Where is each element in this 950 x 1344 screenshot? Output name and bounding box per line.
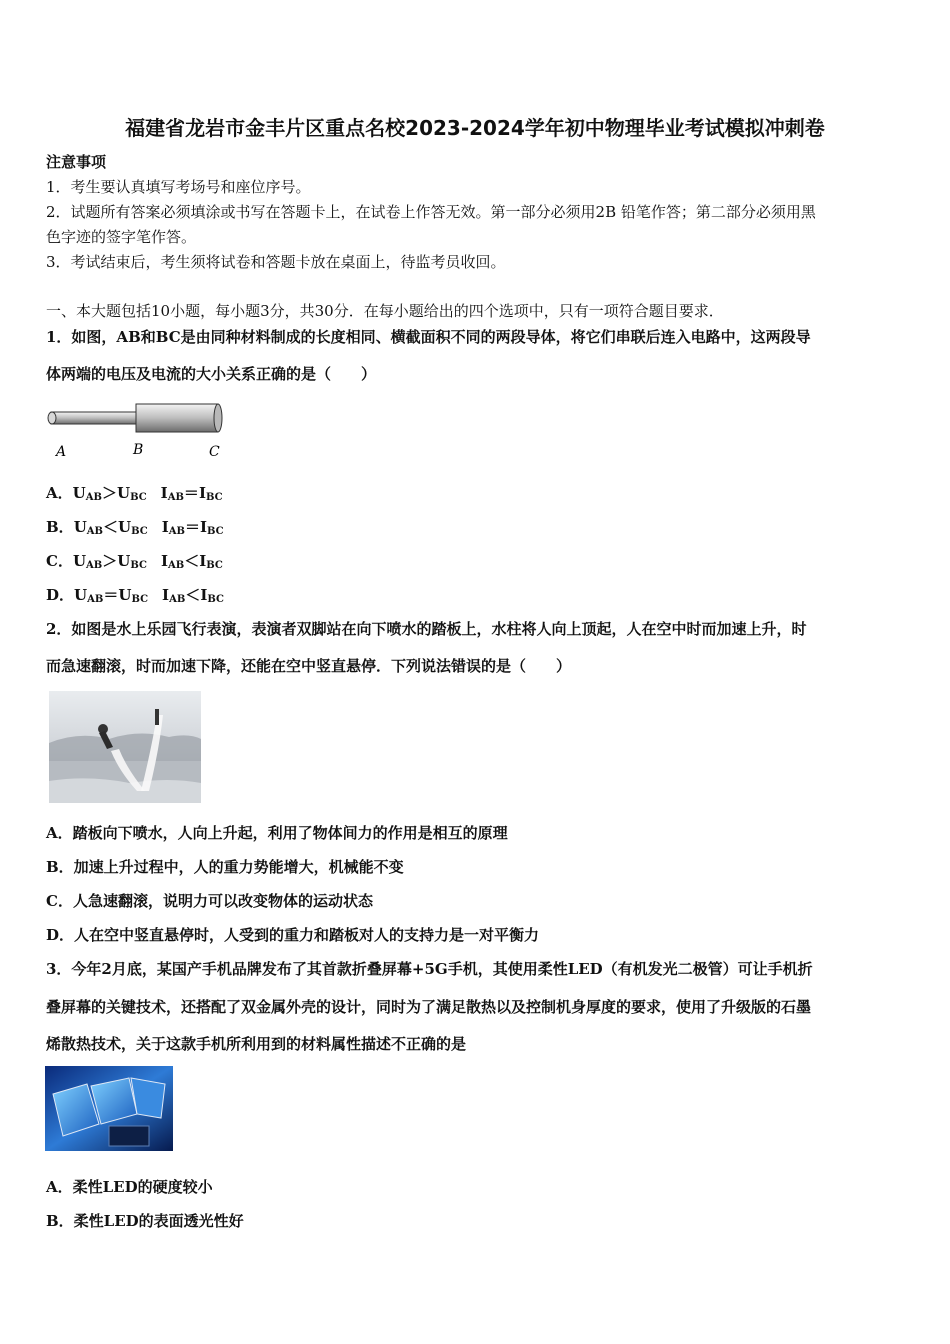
thin-conductor <box>51 412 141 424</box>
q2-stem-line: 而急速翻滚，时而加速下降，还能在空中竖直悬停．下列说法错误的是（ ） <box>46 657 572 675</box>
q1-option-c: C．$U_{AB}>U_{BC}$ $I_{AB}<I_{BC}$ <box>46 552 223 571</box>
notice-item: 色字迹的签字笔作答。 <box>46 228 197 246</box>
label-b: B <box>133 442 144 458</box>
notice-item: 3．考试结束后，考生须将试卷和答题卡放在桌面上，待监考员收回。 <box>46 253 506 271</box>
q2-option-d: D．人在空中竖直悬停时，人受到的重力和踏板对人的支持力是一对平衡力 <box>46 926 540 944</box>
q2-option-b: B．加速上升过程中，人的重力势能增大，机械能不变 <box>46 858 404 876</box>
q1-stem-line: 1．如图，AB和BC是由同种材料制成的长度相同、横截面积不同的两段导体，将它们串联后连入电路中，这两段导 <box>46 328 811 346</box>
thin-conductor-end <box>48 412 56 424</box>
q2-flyboard-photo <box>49 691 201 803</box>
label-c: C <box>209 444 220 460</box>
q3-stem-line: 烯散热技术，关于这款手机所利用到的材料属性描述不正确的是 <box>46 1035 467 1053</box>
q1-stem-line: 体两端的电压及电流的大小关系正确的是（ ） <box>46 365 377 383</box>
q2-stem-line: 2．如图是水上乐园飞行表演，表演者双脚站在向下喷水的踏板上，水柱将人向上顶起，人在空中时而加速上升，时 <box>46 620 807 638</box>
q2-option-a: A．踏板向下喷水，人向上升起，利用了物体间力的作用是相互的原理 <box>46 824 508 842</box>
notice-heading: 注意事项 <box>46 153 107 171</box>
q3-option-b: B．柔性LED的表面透光性好 <box>46 1212 244 1230</box>
q1-option-b: B．$U_{AB}<U_{BC}$ $I_{AB}=I_{BC}$ <box>46 518 224 537</box>
thick-conductor-end <box>214 404 222 432</box>
q3-stem-line: 叠屏幕的关键技术，还搭配了双金属外壳的设计，同时为了满足散热以及控制机身厚度的要求，使用了升级版的石墨 <box>46 998 812 1016</box>
q1-option-a: A．$U_{AB}>U_{BC}$ $I_{AB}=I_{BC}$ <box>46 484 223 503</box>
q3-stem-line: 3．今年2月底，某国产手机品牌发布了其首款折叠屏幕+5G手机，其使用柔性LED（有机发光二极管）可让手机折 <box>46 960 813 978</box>
q1-option-d: D．$U_{AB}=U_{BC}$ $I_{AB}<I_{BC}$ <box>46 586 224 605</box>
notice-item: 2．试题所有答案必须填涂或书写在答题卡上，在试卷上作答无效。第一部分必须用2B 铅笔作答；第二部分必须用黑 <box>46 203 816 221</box>
thick-conductor <box>136 404 218 432</box>
q3-option-a: A．柔性LED的硬度较小 <box>46 1178 213 1196</box>
q3-phone-photo <box>45 1066 173 1151</box>
q1-conductor-figure <box>46 398 226 464</box>
q2-option-c: C．人急速翻滚，说明力可以改变物体的运动状态 <box>46 892 373 910</box>
label-a: A <box>56 444 67 460</box>
notice-item: 1．考生要认真填写考场号和座位序号。 <box>46 178 311 196</box>
section-intro: 一、本大题包括10小题，每小题3分，共30分．在每小题给出的四个选项中，只有一项符合题目要求． <box>46 302 724 320</box>
page-title: 福建省龙岩市金丰片区重点名校2023-2024学年初中物理毕业考试模拟冲刺卷 <box>125 116 825 140</box>
